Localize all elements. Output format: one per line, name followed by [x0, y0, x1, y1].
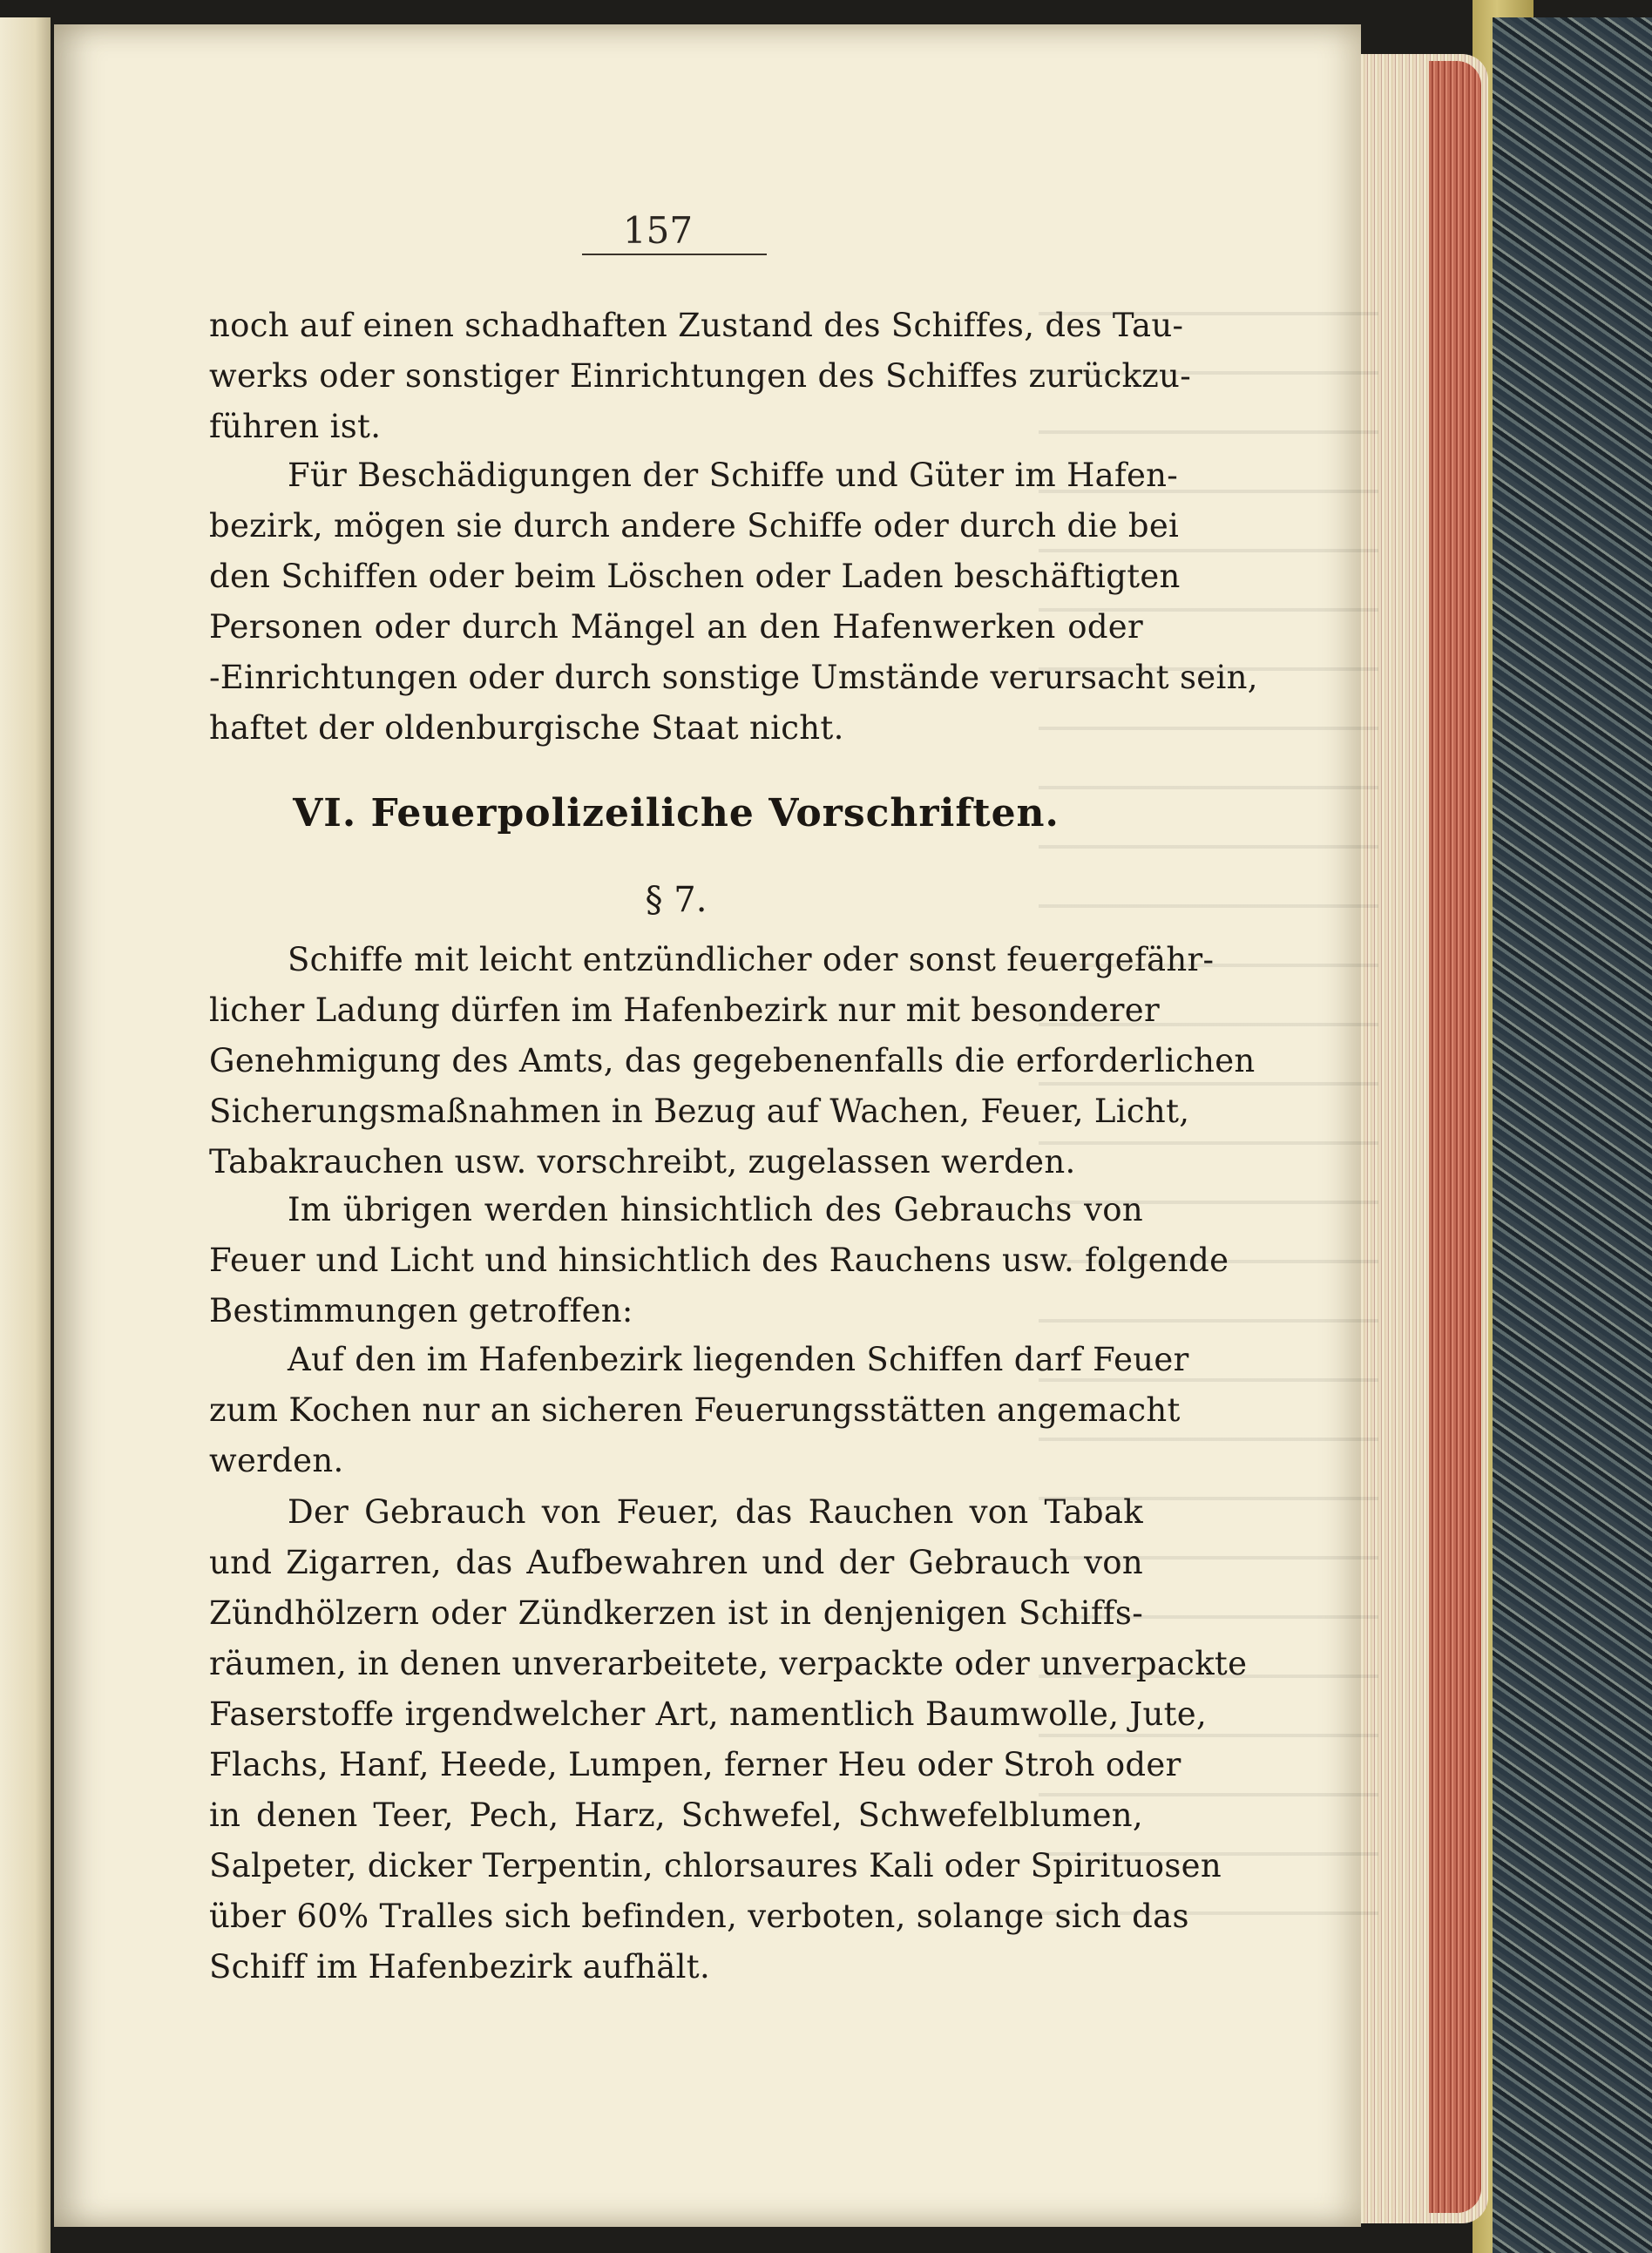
text-line: den Schiffen oder beim Löschen oder Laden beschäftigten	[209, 558, 1181, 595]
text-line: werden.	[209, 1442, 344, 1479]
text-line: Im übrigen werden hinsichtlich des Gebrauchs von	[288, 1191, 1143, 1228]
paragraph-1	[209, 301, 1191, 452]
paragraph-3	[209, 935, 1256, 1187]
paragraph-2	[209, 450, 1258, 754]
text-line: Auf den im Hafenbezirk liegenden Schiffen darf Feuer	[288, 1341, 1189, 1378]
text-line: Faserstoffe irgendwelcher Art, namentlich Baumwolle, Jute,	[209, 1695, 1208, 1733]
red-page-edges	[1429, 61, 1481, 2213]
paragraph-5	[209, 1335, 1189, 1486]
text-line: über 60% Tralles sich befinden, verboten, solange sich das	[209, 1898, 1189, 1935]
text-line: noch auf einen schadhaften Zustand des Schiffes, des Tau-	[209, 307, 1184, 344]
text-line: führen ist.	[209, 408, 382, 445]
text-line: Der Gebrauch von Feuer, das Rauchen von Tabak	[288, 1493, 1143, 1531]
paragraph-4	[209, 1185, 1229, 1336]
text-line: Genehmigung des Amts, das gegebenenfalls die erforderlichen	[209, 1042, 1256, 1079]
text-line: Schiff im Hafenbezirk aufhält.	[209, 1948, 711, 1986]
marbled-cover-board	[1490, 17, 1652, 2253]
text-line: Feuer und Licht und hinsichtlich des Rauchens usw. folgende	[209, 1242, 1229, 1279]
text-line: zum Kochen nur an sicheren Feuerungsstätten angemacht	[209, 1391, 1181, 1429]
text-line: werks oder sonstiger Einrichtungen des Schiffes zurückzu-	[209, 357, 1191, 395]
page-number: 157	[622, 209, 694, 252]
text-line: Für Beschädigungen der Schiffe und Güter im Hafen-	[288, 457, 1179, 494]
text-line: räumen, in denen unverarbeitete, verpackte oder unverpackte	[209, 1645, 1248, 1682]
text-line: bezirk, mögen sie durch andere Schiffe oder durch die bei	[209, 507, 1180, 545]
text-line: und Zigarren, das Aufbewahren und der Gebrauch von	[209, 1544, 1143, 1581]
section-mark: § 7.	[645, 880, 708, 920]
text-line: haftet der oldenburgische Staat nicht.	[209, 709, 844, 747]
section-heading: VI. Feuerpolizeiliche Vorschriften.	[293, 791, 1060, 836]
page-number-rule	[582, 254, 767, 255]
text-line: Salpeter, dicker Terpentin, chlorsaures Kali oder Spirituosen	[209, 1847, 1222, 1884]
text-line: Schiffe mit leicht entzündlicher oder sonst feuergefähr-	[288, 941, 1215, 978]
text-line: Flachs, Hanf, Heede, Lumpen, ferner Heu oder Stroh oder	[209, 1746, 1181, 1783]
text-line: Tabakrauchen usw. vorschreibt, zugelassen werden.	[209, 1143, 1076, 1181]
text-line: -Einrichtungen oder durch sonstige Umstände verursacht sein,	[209, 659, 1258, 696]
paragraph-6	[209, 1487, 1248, 1993]
text-line: Bestimmungen getroffen:	[209, 1292, 633, 1329]
facing-page-edge	[0, 17, 51, 2253]
text-line: Sicherungsmaßnahmen in Bezug auf Wachen, Feuer, Licht,	[209, 1093, 1190, 1130]
text-line: in denen Teer, Pech, Harz, Schwefel, Schwefelblumen,	[209, 1796, 1143, 1834]
text-line: Zündhölzern oder Zündkerzen ist in denjenigen Schiffs-	[209, 1594, 1143, 1632]
text-line: licher Ladung dürfen im Hafenbezirk nur mit besonderer	[209, 991, 1160, 1029]
text-line: Personen oder durch Mängel an den Hafenwerken oder	[209, 608, 1143, 646]
